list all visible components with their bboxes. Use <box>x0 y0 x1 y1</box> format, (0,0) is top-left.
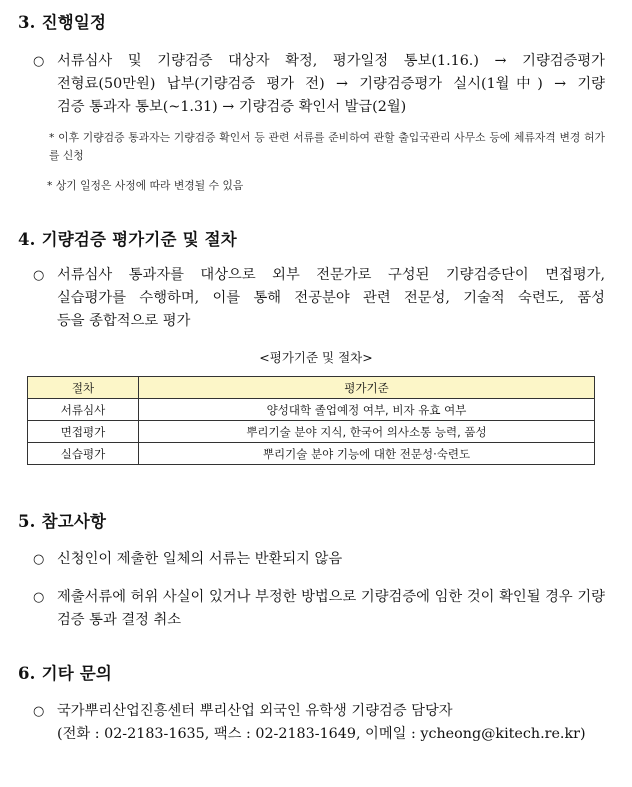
table-row <box>28 443 595 465</box>
table-caption: <평가기준 및 절차> <box>259 350 373 365</box>
criteria-line-1: 서류심사 통과자를 대상으로 외부 전문가로 구성된 기량검증단이 면접평가, <box>57 267 605 283</box>
section-4-text <box>57 264 605 333</box>
section-3-note-1 <box>49 129 605 165</box>
criteria-line-2: 실습평가를 수행하며, 이를 통해 전공분야 관련 전문성, 기술적 숙련도, 품성 <box>57 290 605 306</box>
table-cell: 뿌리기술 분야 기능에 대한 전문성·숙련도 <box>139 443 595 465</box>
bullet-icon: ○ <box>33 590 45 605</box>
schedule-line-2: 전형료(50만원) 납부(기량검증 평가 전) → 기량검증평가 실시(1월中) → 기량 <box>57 76 605 92</box>
bullet-icon: ○ <box>33 268 45 283</box>
criteria-table <box>27 376 595 465</box>
criteria-line-3: 등을 종합적으로 평가 <box>57 313 191 329</box>
column-header: 평가기준 <box>139 377 595 399</box>
section-3-heading: 3. 진행일정 <box>18 13 107 32</box>
table-cell: 양성대학 졸업예정 여부, 비자 유효 여부 <box>139 399 595 421</box>
reference-text: 신청인이 제출한 일체의 서류는 반환되지 않음 <box>57 551 343 567</box>
contact-text <box>57 700 605 746</box>
reference-text: 제출서류에 허위 사실이 있거나 부정한 방법으로 기량검증에 임한 것이 확인될 경우 기량검증 통과 결정 취소 <box>57 589 605 628</box>
table-cell: 실습평가 <box>28 443 139 465</box>
bullet-icon: ○ <box>33 552 45 567</box>
schedule-line-3: 검증 통과자 통보(~1.31) → 기량검증 확인서 발급(2월) <box>57 99 407 115</box>
table-header-row <box>28 377 595 399</box>
note-text: * 이후 기량검증 통과자는 기량검증 확인서 등 관련 서류를 준비하여 관할 출입국관리 사무소 등에 체류자격 변경 허가를 신청 <box>49 131 605 162</box>
table-cell: 서류심사 <box>28 399 139 421</box>
contact-line-2: (전화 : 02-2183-1635, 팩스 : 02-2183-1649, 이메일 : ycheong@kitech.re.kr) <box>57 726 586 742</box>
section-4-heading: 4. 기량검증 평가기준 및 절차 <box>18 230 237 249</box>
table-cell: 면접평가 <box>28 421 139 443</box>
table-row <box>28 421 595 443</box>
section-5-heading: 5. 참고사항 <box>18 512 107 531</box>
schedule-line-1: 서류심사 및 기량검증 대상자 확정, 평가일정 통보(1.16.) → 기량검증평가 <box>57 53 605 69</box>
section-6-heading: 6. 기타 문의 <box>18 664 113 683</box>
bullet-icon: ○ <box>33 54 45 69</box>
section-3-schedule-text <box>57 50 605 119</box>
table-cell: 뿌리기술 분야 지식, 한국어 의사소통 능력, 품성 <box>139 421 595 443</box>
column-header: 절차 <box>28 377 139 399</box>
bullet-icon: ○ <box>33 704 45 719</box>
table-row <box>28 399 595 421</box>
note-text: * 상기 일정은 사정에 따라 변경될 수 있음 <box>47 179 244 192</box>
contact-line-1: 국가뿌리산업진흥센터 뿌리산업 외국인 유학생 기량검증 담당자 <box>57 703 453 719</box>
